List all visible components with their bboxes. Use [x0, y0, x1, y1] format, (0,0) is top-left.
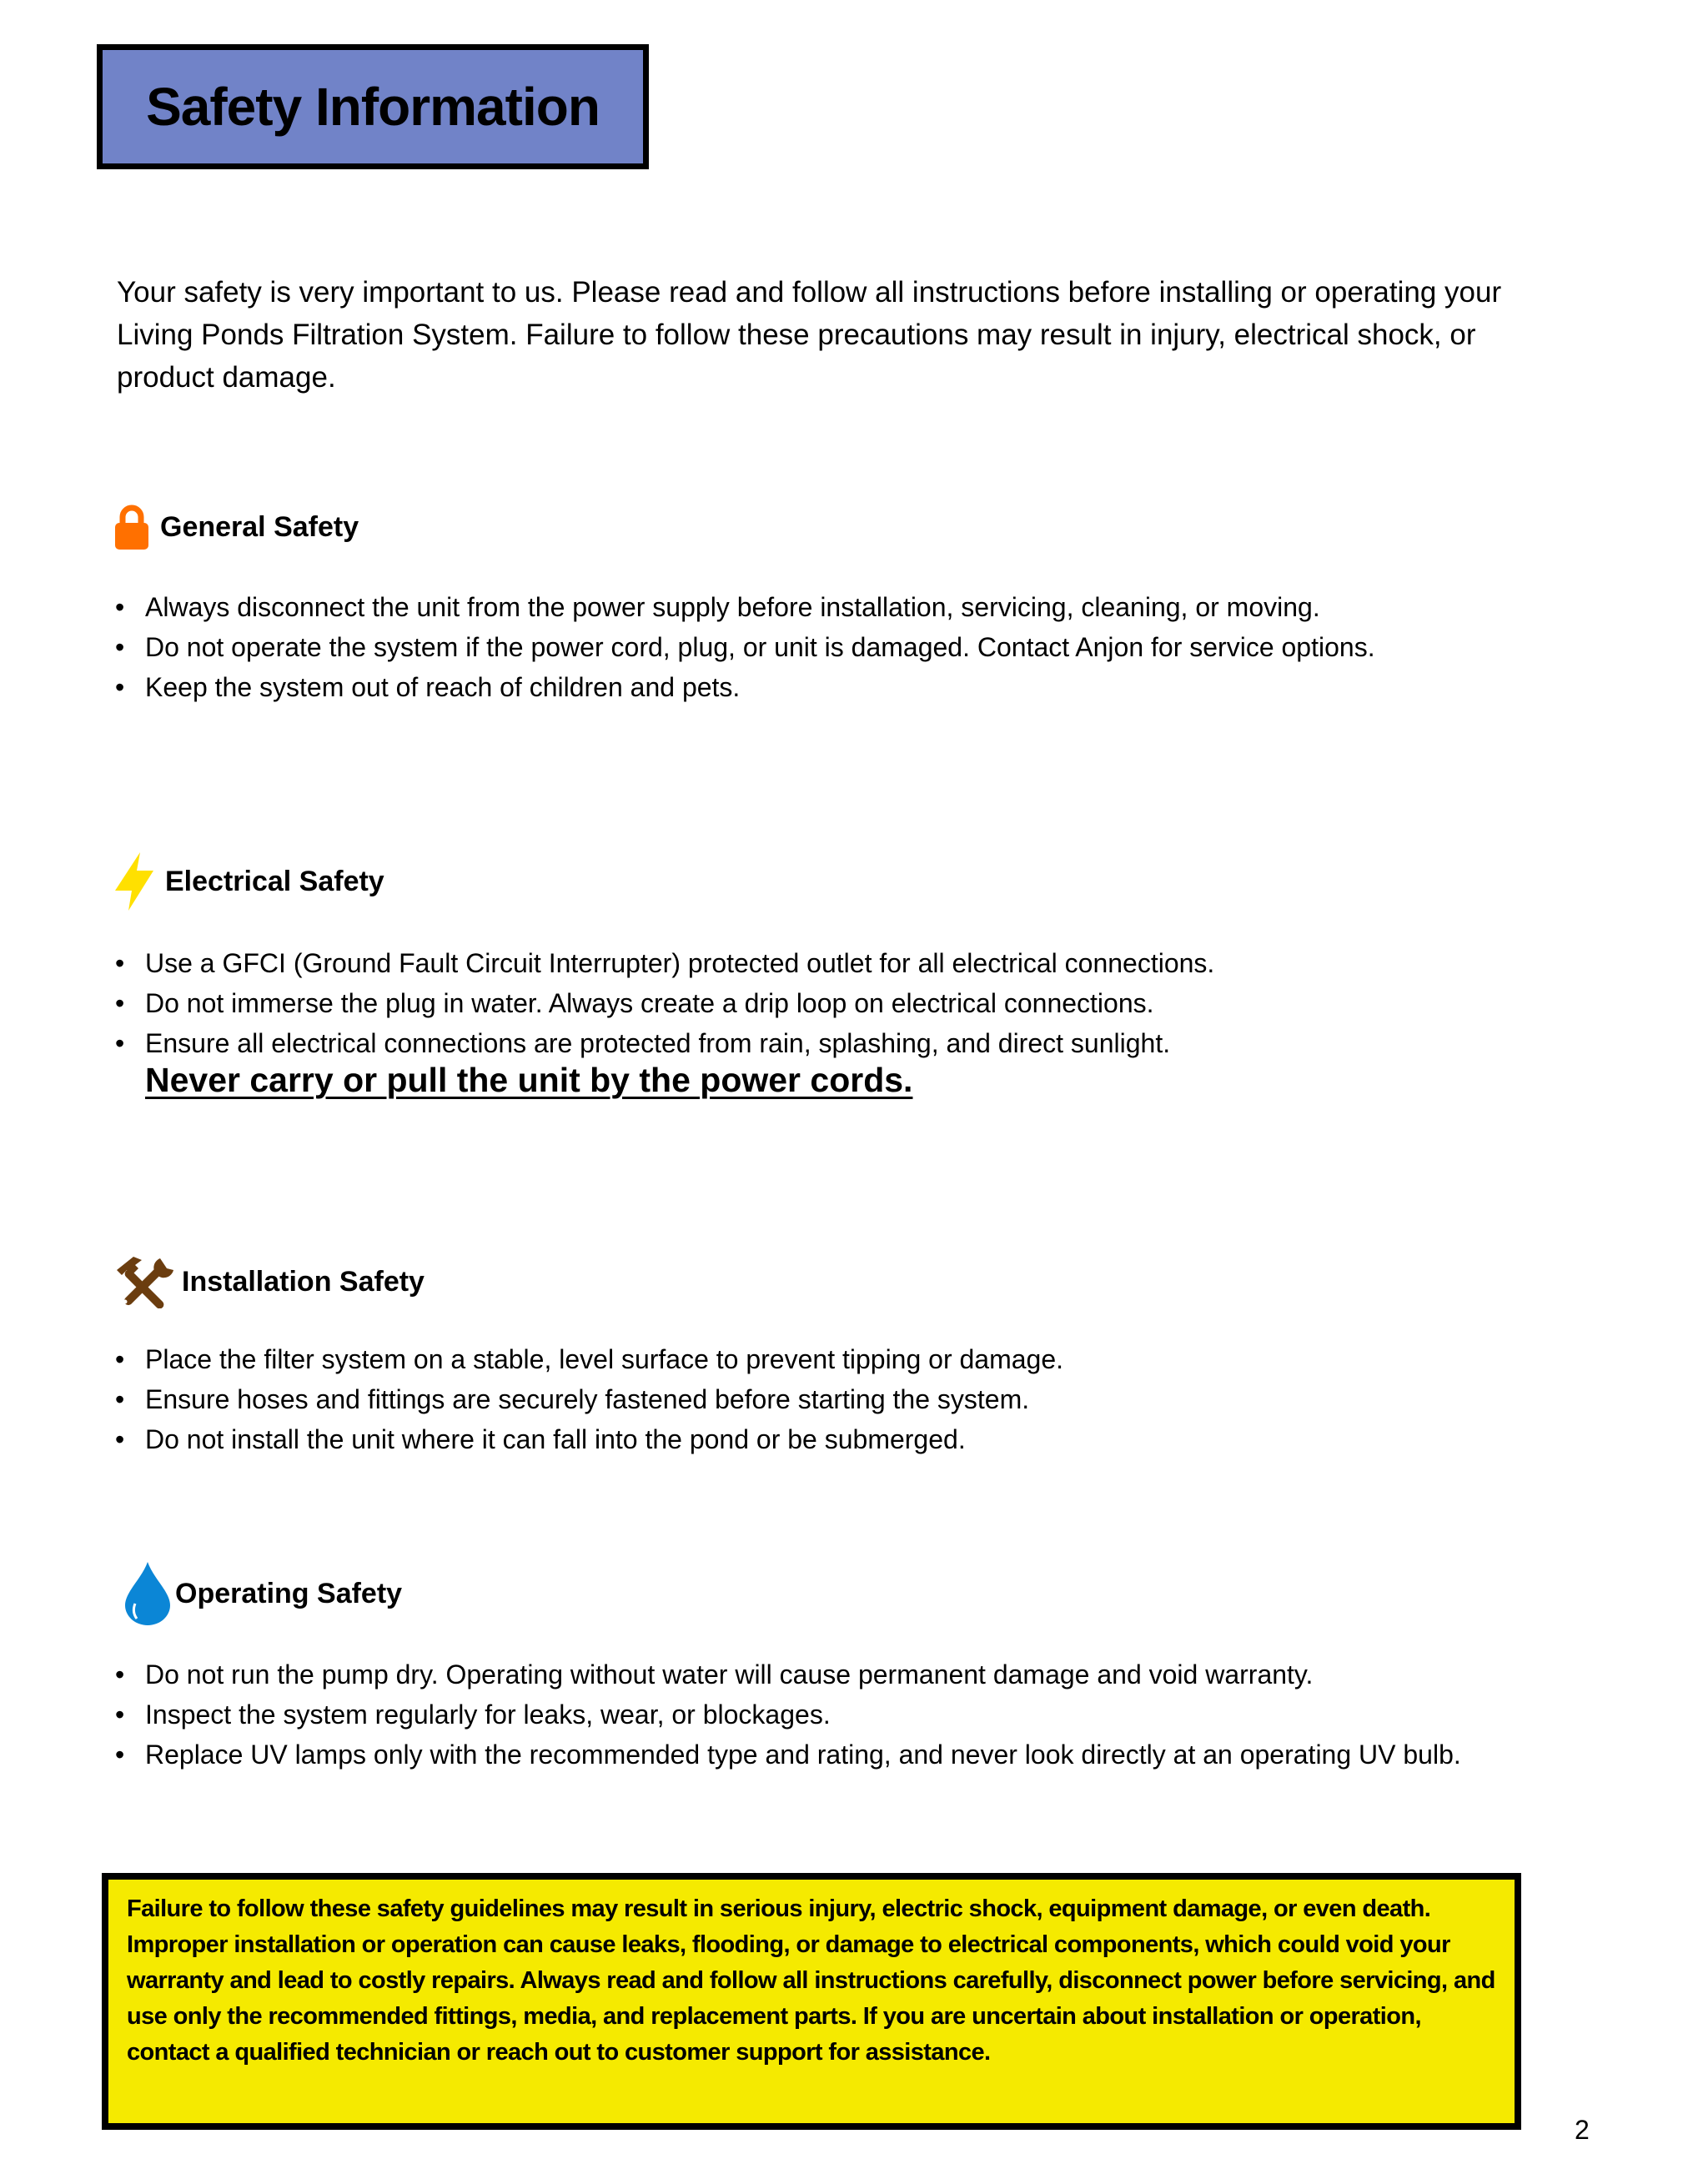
- list-item: • Always disconnect the unit from the power supply before installation, servicing, cleaning, or moving.: [115, 587, 1533, 627]
- power-cord-warning: Never carry or pull the unit by the power cords.: [145, 1061, 913, 1099]
- lock-icon: [115, 505, 148, 550]
- safety-warning-box: [102, 1873, 1521, 2130]
- installation-safety-list: [115, 1339, 1533, 1459]
- list-item: • Do not operate the system if the power cord, plug, or unit is damaged. Contact Anjon for service options.: [115, 627, 1533, 667]
- installation-safety-heading: [115, 1255, 425, 1308]
- section-heading: Installation Safety: [182, 1265, 425, 1298]
- list-item: • Do not immerse the plug in water. Always create a drip loop on electrical connections.: [115, 983, 1533, 1023]
- list-item: • Place the filter system on a stable, level surface to prevent tipping or damage.: [115, 1339, 1533, 1379]
- electrical-safety-list: [115, 943, 1533, 1063]
- operating-safety-heading: [125, 1562, 402, 1625]
- section-heading: Electrical Safety: [165, 865, 384, 897]
- general-safety-list: [115, 587, 1533, 707]
- list-item: • Ensure all electrical connections are protected from rain, splashing, and direct sunlight.: [115, 1023, 1533, 1063]
- section-heading: General Safety: [160, 510, 359, 543]
- list-item: • Replace UV lamps only with the recommended type and rating, and never look directly at an operating UV bulb.: [115, 1735, 1533, 1775]
- hammer-wrench-icon: [115, 1255, 177, 1308]
- intro-paragraph: Your safety is very important to us. Please read and follow all instructions before installing or operating your Living Ponds Filtration System. Failure to follow these precautions may result in injury, electrical shock, or product damage.: [117, 276, 1502, 394]
- water-drop-icon: [125, 1562, 170, 1625]
- operating-safety-list: [115, 1654, 1533, 1775]
- lightning-bolt-icon: [115, 852, 153, 911]
- title-box: [97, 44, 649, 169]
- list-item: • Do not install the unit where it can fall into the pond or be submerged.: [115, 1419, 1533, 1459]
- list-item: • Do not run the pump dry. Operating without water will cause permanent damage and void warranty.: [115, 1654, 1533, 1694]
- electrical-safety-heading: [115, 852, 384, 911]
- list-item: • Use a GFCI (Ground Fault Circuit Interrupter) protected outlet for all electrical connections.: [115, 943, 1533, 983]
- list-item: • Ensure hoses and fittings are securely fastened before starting the system.: [115, 1379, 1533, 1419]
- list-item: • Keep the system out of reach of children and pets.: [115, 667, 1533, 707]
- general-safety-heading: [115, 505, 359, 550]
- warning-text: Failure to follow these safety guidelines may result in serious injury, electric shock, equipment damage, or even death. Improper installation or operation can cause leaks, flooding, or damage to electrical components, which could void your warranty and lead to costly repairs. Always read and follow all instructions carefully, disconnect power before servicing, and use only the recommended fittings, media, and replacement parts. If you are uncertain about installation or operation, contact a qualified technician or reach out to customer support for assistance.: [127, 1895, 1495, 2066]
- list-item: • Inspect the system regularly for leaks, wear, or blockages.: [115, 1694, 1533, 1735]
- page-title: Safety Information: [146, 77, 600, 137]
- page-number: 2: [1575, 2115, 1590, 2145]
- section-heading: Operating Safety: [175, 1577, 403, 1609]
